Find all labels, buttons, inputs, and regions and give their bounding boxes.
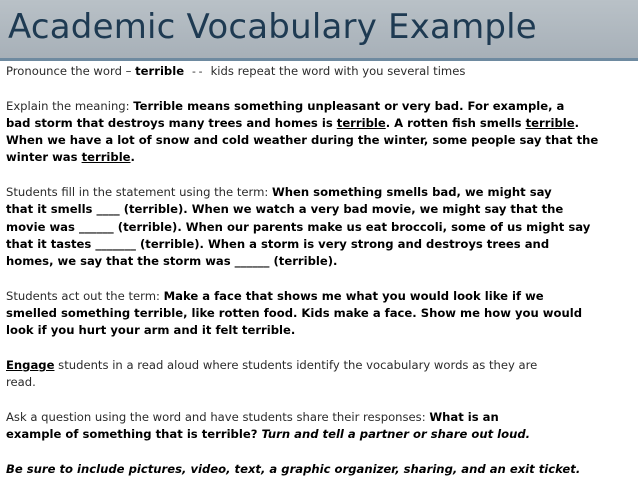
spacer [6,80,634,97]
question-line-2 [6,426,634,443]
pronounce-word: terrible [135,64,185,78]
engage-line-1 [6,357,634,374]
reminder-line: Be sure to include pictures, video, text, a graphic organizer, sharing, and an exit ticket. [6,461,581,476]
act-out-line-2: smelled something terrible, like rotten food. Kids make a face. Show me how you would [6,306,583,321]
title-bar [0,0,638,58]
meaning-intro: Explain the meaning: [6,98,134,113]
meaning-line-3: When we have a lot of snow and cold weather during the winter, some people say that the [6,133,599,148]
meaning-underlined-1: terrible [336,115,386,130]
fill-in-intro: Students fill in the statement using the term: [6,185,272,200]
meaning-text-4a: winter was [6,150,82,165]
slide-title: Academic Vocabulary Example [8,7,537,47]
engage-word: Engage [6,358,55,373]
pronounce-dashes: -- [184,65,211,78]
meaning-text-2a: bad storm that destroys many trees and homes is [6,115,337,130]
meaning-underlined-3: terrible [81,150,131,165]
act-out-line-3: look if you hurt your arm and it felt terrible. [6,323,296,338]
engage-line-2: read. [6,375,36,390]
fill-in-text-1: When something smells bad, we might say [271,185,552,200]
meaning-text-2b: . A rotten fish smells [385,115,526,130]
engage-text-1: students in a read aloud where students identify the vocabulary words as they are [54,358,538,373]
act-out-text-1: Make a face that shows me what you would look like if we [163,288,544,303]
act-out-line-1 [6,288,634,305]
meaning-text-4b: . [130,150,135,165]
spacer [6,340,634,357]
slide-body [6,63,634,478]
fill-in-line-2: that it smells ____ (terrible). When we watch a very bad movie, we might say that the [6,202,564,217]
question-text-2a: example of something that is terrible? [6,427,262,442]
spacer [6,444,634,461]
spacer [6,392,634,409]
spacer [6,167,634,184]
pronounce-text: Pronounce the word – [6,64,136,78]
meaning-underlined-2: terrible [525,115,575,130]
fill-in-line-1 [6,184,634,201]
pronounce-paragraph [6,63,634,80]
question-intro: Ask a question using the word and have students share their responses: [6,409,430,424]
fill-in-line-5: homes, we say that the storm was ______ (terrible). [6,254,338,269]
meaning-line-2 [6,115,634,132]
spacer [6,271,634,288]
question-text-2b: Turn and tell a partner or share out loud. [261,427,531,442]
act-out-intro: Students act out the term: [6,288,164,303]
meaning-text-1: Terrible means something unpleasant or very bad. For example, a [133,98,565,113]
meaning-text-2c: . [574,115,579,130]
fill-in-line-3: movie was ______ (terrible). When our parents make us eat broccoli, some of us might say [6,219,591,234]
meaning-line-1 [6,98,634,115]
fill-in-line-4: that it tastes _______ (terrible). When a storm is very strong and destroys trees and [6,236,550,251]
title-divider [0,58,638,61]
meaning-line-4 [6,149,634,166]
question-line-1 [6,409,634,426]
pronounce-text-2: kids repeat the word with you several times [210,64,466,78]
question-text-1: What is an [429,409,499,424]
